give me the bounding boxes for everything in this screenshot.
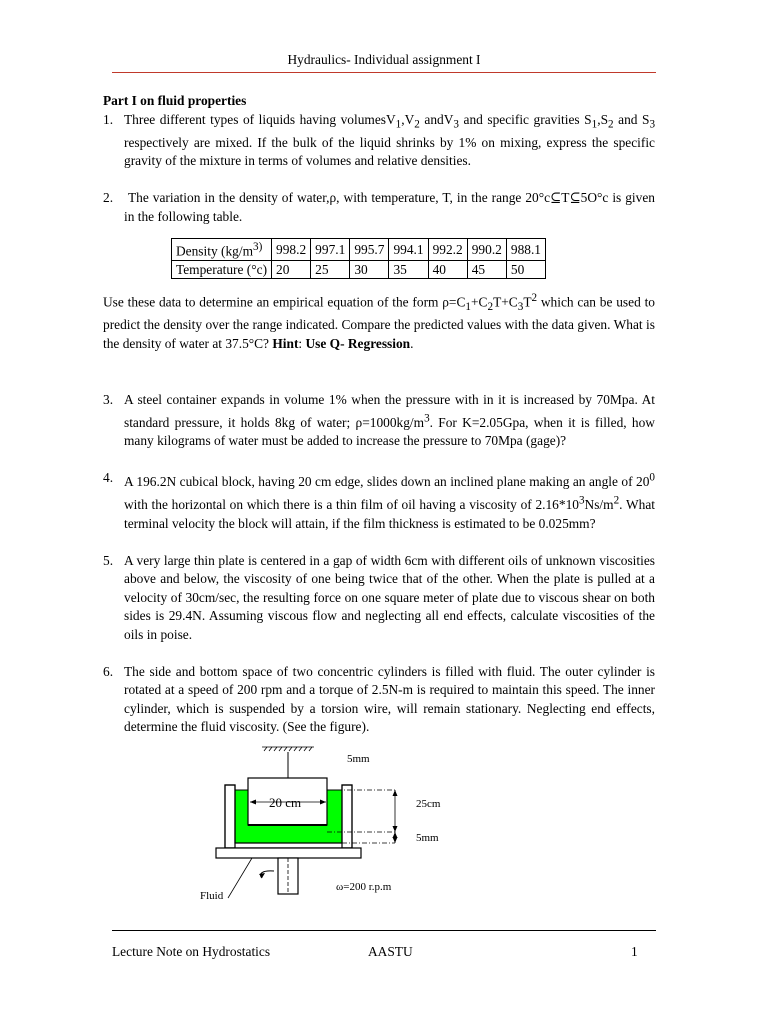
question-number: 1. <box>103 111 114 127</box>
table-cell: 995.7 <box>350 239 389 260</box>
question-text: A 196.2N cubical block, having 20 cm edge, slides down an inclined plane making an angle of $20^0$ with the horizontal on which there is a thin film of oil having a viscosity of $2.16*10^3Ns/m^2$. What terminal velocity the block will attain, if the film thickness is estimated to be 0.025mm? <box>124 471 655 531</box>
question-3 <box>103 391 655 451</box>
table-cell: 992.2 <box>428 239 467 260</box>
table-cell: 994.1 <box>389 239 428 260</box>
table-row <box>172 260 546 278</box>
table-row <box>172 239 546 260</box>
question-number: 2. <box>103 190 114 206</box>
question-2-followup: Use these data to determine an empirical equation of the form $\rho=C_1+C_2T+C_3T^2$ which can be used to predict the density over the range indicated. Compare the predicted values with the data given. What is the density of water at 37.5°C? Hint: Use Q- Regression. <box>103 291 655 352</box>
label-5mm-top: 5mm <box>347 753 370 765</box>
question-number: 3. <box>103 391 114 407</box>
wire-support-hatch <box>262 747 314 751</box>
part-title: Part I on fluid properties <box>103 93 247 108</box>
table-cell-label: Temperature (°c) <box>172 260 272 278</box>
question-4 <box>103 469 655 534</box>
question-number: 4. <box>103 469 114 485</box>
page-header: Hydraulics- Individual assignment I <box>287 52 481 67</box>
table-cell: 988.1 <box>506 239 545 260</box>
question-number: 6. <box>103 663 114 679</box>
footer-rule <box>112 930 656 931</box>
question-text: Three different types of liquids having $volumesV_1,V_2$ andV$_3$ and specific gravities $S_1,S_2$ and $S_3$ respectively are mixed. If the bulk of the liquid shrinks by 1% on mixing, express the specific gravity of the mixture in terms of volumes and relative densities. <box>124 111 656 169</box>
label-omega: ω=200 r.p.m <box>336 881 392 893</box>
footer-center: AASTU <box>368 944 413 959</box>
density-table <box>171 238 546 278</box>
table-cell: 20 <box>272 260 311 278</box>
question-6 <box>103 663 655 737</box>
question-text: A steel container expands in volume 1% when the pressure with in it is increased by 70Mpa. At standard pressure, it holds 8kg of water; $\rho=1000kg/m^3$. For K=2.05Gpa, when it is filled, how many kilograms of water must be added to increase the pressure to 70Mpa (gage)? <box>124 391 655 449</box>
question-text: The side and bottom space of two concentric cylinders is filled with fluid. The outer cylinder is rotated at a speed of 200 rpm and a torque of 2.5N-m is required to maintain this speed. The inner cylinder, which is suspended by a torsion wire, will remain stationary. Neglecting end effects, determine the fluid viscosity. (See the figure). <box>124 663 655 735</box>
label-20cm: 20 cm <box>269 795 302 810</box>
page-number: 1 <box>631 944 638 959</box>
label-5mm-side: 5mm <box>416 832 439 844</box>
question-text: The variation in the density of water,ρ, with temperature, T, in the range 20°c⊆T⊆5O°c is given in the following table. <box>124 190 655 224</box>
question-2 <box>103 189 655 226</box>
table-cell: 45 <box>467 260 506 278</box>
label-25cm: 25cm <box>416 798 441 810</box>
header-rule <box>112 72 656 73</box>
table-cell: 40 <box>428 260 467 278</box>
table-cell-label: Density ($kg/m^{3)}$ <box>172 239 272 260</box>
table-cell: 50 <box>506 260 545 278</box>
question-5 <box>103 552 655 645</box>
base-plate <box>216 848 361 858</box>
document-body <box>103 92 655 737</box>
question-1 <box>103 111 655 171</box>
label-fluid: Fluid <box>200 890 224 902</box>
table-cell: 30 <box>350 260 389 278</box>
footer-left: Lecture Note on Hydrostatics <box>112 944 271 959</box>
table-cell: 998.2 <box>272 239 311 260</box>
question-text: A very large thin plate is centered in a gap of width 6cm with different oils of unknown viscosities above and below, the viscosity of one being twice that of the other. When the plate is pulled at a velocity of 30cm/sec, the resulting force on one square meter of plate due to viscous shear on both sides is 29.4N. Assuming viscous flow and neglecting all end effects, calculate viscosities of the oils in poise. <box>124 552 655 642</box>
question-number: 5. <box>103 552 114 568</box>
table-cell: 990.2 <box>467 239 506 260</box>
table-cell: 35 <box>389 260 428 278</box>
table-cell: 25 <box>311 260 350 278</box>
table-cell: 997.1 <box>311 239 350 260</box>
concentric-cylinders-figure <box>190 740 450 910</box>
